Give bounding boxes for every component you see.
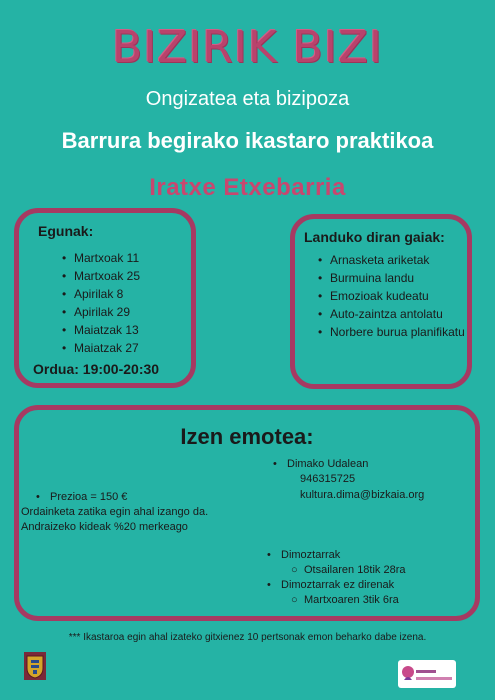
- dates-heading: Egunak:: [38, 223, 94, 239]
- nonmembers-dates: Martxoaren 3tik 6ra: [304, 594, 399, 606]
- members-dates: Otsailaren 18tik 28ra: [304, 564, 406, 576]
- date-item: • Martxoak 11: [62, 249, 140, 267]
- topic-item: • Norbere burua planifikatu: [318, 323, 468, 341]
- date-item: • Apirilak 29: [62, 303, 140, 321]
- contact-email: kultura.dima@bizkaia.org: [300, 489, 425, 501]
- topic-item: • Auto-zaintza antolatu: [318, 305, 468, 323]
- dates-list: [62, 249, 140, 357]
- topic-item: • Emozioak kudeatu: [318, 287, 468, 305]
- contact-name: Dimako Udalean: [287, 458, 369, 470]
- topic-item: • Burmuina landu: [318, 269, 468, 287]
- association-logo-icon: [398, 660, 456, 688]
- topic-item: • Arnasketa ariketak: [318, 251, 468, 269]
- bullet-icon: •: [267, 579, 271, 591]
- registration-box: [14, 405, 480, 621]
- dates-box: [14, 208, 196, 388]
- circle-bullet-icon: ○: [291, 594, 298, 606]
- coat-of-arms-icon: [24, 652, 46, 680]
- date-item: • Maiatzak 27: [62, 339, 140, 357]
- date-item: • Apirilak 8: [62, 285, 140, 303]
- date-item: • Martxoak 25: [62, 267, 140, 285]
- poster-title: BIZIRIK BIZI: [112, 22, 383, 73]
- course-time: Ordua: 19:00-20:30: [33, 361, 160, 377]
- teacher-name: Iratxe Etxebarria: [149, 174, 346, 201]
- installments-note: Ordainketa zatika egin ahal izango da.: [21, 506, 209, 518]
- footnote: *** Ikastaroa egin ahal izateko gitxienez 10 pertsonak emon beharko dabe izena.: [68, 632, 427, 643]
- bullet-icon: •: [36, 491, 40, 503]
- bullet-icon: •: [267, 549, 271, 561]
- poster-subtitle: Ongizatea eta bizipoza: [145, 88, 350, 110]
- nonmembers-label: Dimoztarrak ez direnak: [281, 579, 395, 591]
- topics-box: [290, 214, 472, 389]
- topics-heading: Landuko diran gaiak:: [304, 229, 445, 245]
- topics-list: [318, 251, 468, 341]
- course-name: Barrura begirako ikastaro praktikoa: [61, 128, 434, 153]
- date-item: • Maiatzak 13: [62, 321, 140, 339]
- price: Prezioa = 150 €: [50, 491, 128, 503]
- bullet-icon: •: [273, 458, 277, 470]
- circle-bullet-icon: ○: [291, 564, 298, 576]
- registration-title: Izen emotea:: [180, 424, 314, 449]
- discount-note: Andraizeko kideak %20 merkeago: [21, 521, 188, 533]
- members-label: Dimoztarrak: [281, 549, 341, 561]
- contact-phone: 946315725: [300, 473, 356, 485]
